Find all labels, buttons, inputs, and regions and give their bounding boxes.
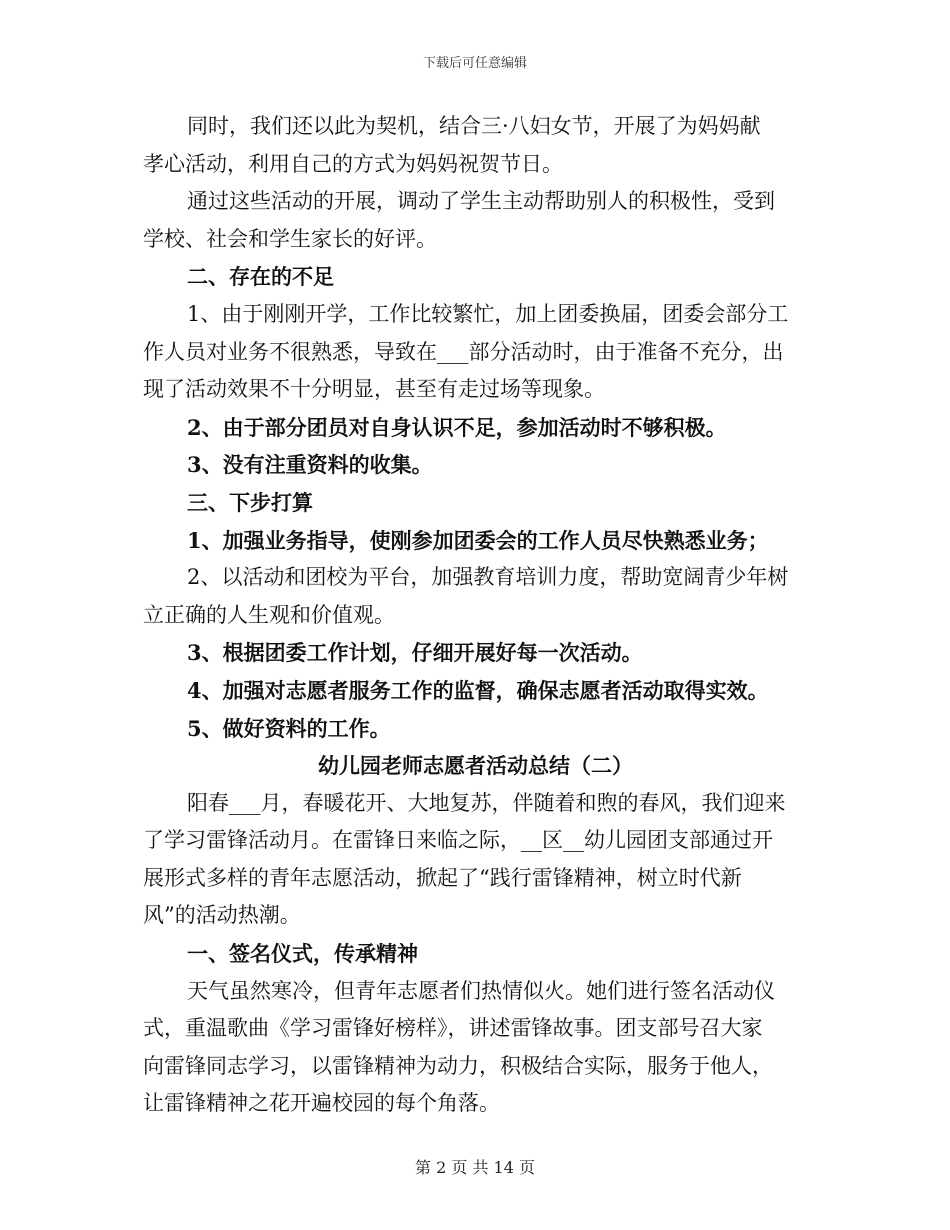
text-line: 同时，我们还以此为契机，结合三·八妇女节，开展了为妈妈献 (187, 114, 761, 138)
text-line: 风”的活动热潮。 (143, 903, 301, 928)
text-line: 天气虽然寒冷，但青年志愿者们热情似火。她们进行签名活动仪 (187, 978, 775, 1003)
text-line: 1、加强业务指导，使刚参加团委会的工作人员尽快熟悉业务； (187, 527, 769, 553)
text-line: 2、以活动和团校为平台，加强教育培训力度，帮助宽阔青少年树 (187, 565, 789, 590)
text-line: 学校、社会和学生家长的好评。 (143, 226, 437, 251)
page-footer: 第 2 页 共 14 页 (415, 1158, 535, 1177)
text-line: 展形式多样的青年志愿活动，掀起了“践行雷锋精神，树立时代新 (143, 865, 742, 890)
text-line: 二、存在的不足 (187, 264, 334, 290)
text-line: 3、根据团委工作计划，仔细开展好每一次活动。 (187, 640, 643, 666)
text-line: 作人员对业务不很熟悉，导致在___部分活动时，由于准备不充分，出 (143, 339, 784, 364)
text-line: 通过这些活动的开展，调动了学生主动帮助别人的积极性，受到 (187, 189, 775, 214)
text-line: 现了活动效果不十分明显，甚至有走过场等现象。 (143, 377, 605, 402)
text-line: 三、下步打算 (187, 489, 313, 515)
document-body (143, 108, 808, 1123)
section-title: 幼儿园老师志愿者活动总结（二） (318, 753, 633, 779)
text-line: 3、没有注重资料的收集。 (187, 452, 433, 478)
text-line: 让雷锋精神之花开遍校园的每个角落。 (143, 1091, 500, 1116)
text-line: 孝心活动，利用自己的方式为妈妈祝贺节日。 (143, 151, 563, 176)
text-line: 立正确的人生观和价值观。 (143, 602, 395, 627)
text-line: 向雷锋同志学习，以雷锋精神为动力，积极结合实际，服务于他人， (143, 1053, 773, 1078)
text-line: 5、做好资料的工作。 (187, 715, 391, 741)
page-header: 下载后可任意编辑 (422, 56, 527, 71)
text-line: 阳春___月，春暖花开、大地复苏，伴随着和煦的春风，我们迎来 (187, 790, 786, 815)
text-line: 4、加强对志愿者服务工作的监督，确保志愿者活动取得实效。 (187, 677, 769, 703)
text-line: 1、由于刚刚开学，工作比较繁忙，加上团委换届，团委会部分工 (187, 301, 789, 326)
text-line: 式，重温歌曲《学习雷锋好榜样》，讲述雷锋故事。团支部号召大家 (143, 1016, 763, 1041)
text-line: 一、签名仪式，传承精神 (187, 941, 418, 967)
text-line: 2、由于部分团员对自身认识不足，参加活动时不够积极。 (187, 414, 727, 440)
text-line: 了学习雷锋活动月。在雷锋日来临之际，__区__幼儿园团支部通过开 (143, 828, 773, 853)
